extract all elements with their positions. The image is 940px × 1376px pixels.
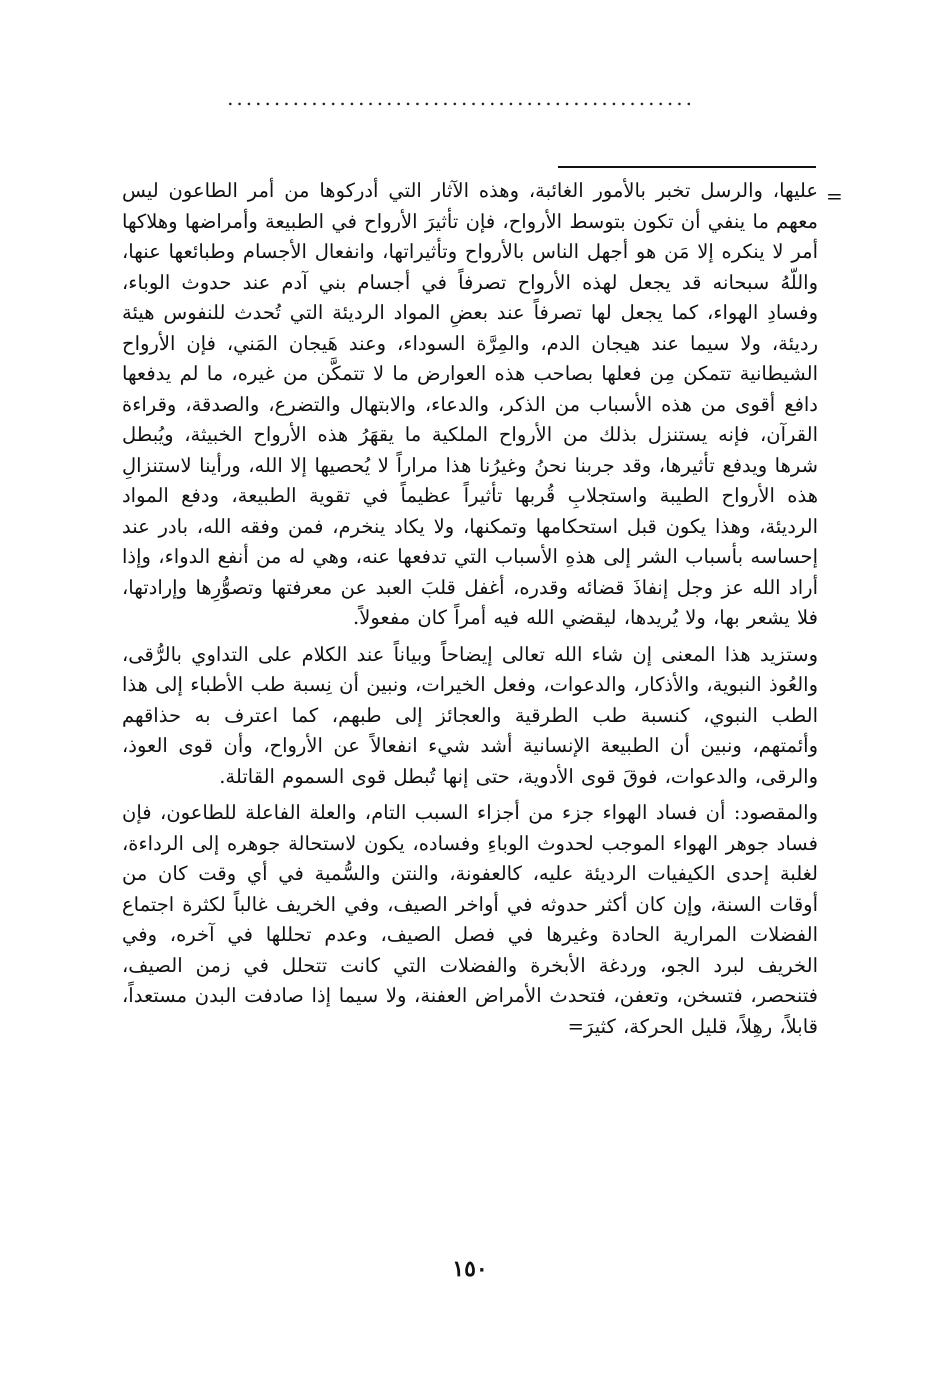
paragraph-1: عليها، والرسل تخبر بالأمور الغائبة، وهذه الآثار التي أدركوها من أمر الطاعون ليس معهم ما ينفي أن تكون بتوسط الأرواح، فإن تأثيرَ الأرواح في الطبيعة وأمراضها وهلاكها أمر لا ينكره إلا مَن هو أجهل الناس بالأرواح وتأثيراتها، وانفعال الأجسام وطبائعها عنها، واللّهُ سبحانه قد يجعل لهذه الأرواح تصرفاً في أجسام بني آدم عند حدوث الوباء، وفسادِ الهواء، كما يجعل لها تصرفاً عند بعضِ المواد الرديئة التي تُحدث للنفوس هيئة رديئة، ولا سيما عند هيجان الدم، والمِرَّة السوداء، وعند هَيجان المَني، فإن الأرواح الشيطانية تتمكن مِن فعلها بصاحب هذه العوارض ما لا تتمكَّن من غيره، ما لم يدفعها دافع أقوى من هذه الأسباب من الذكر، والدعاء، والابتهال والتضرع، والصدقة، وقراءة القرآن، فإنه يستنزل بذلك من الأرواح الملكية ما يقهَرُ هذه الأرواح الخبيثة، ويُبطل شرها ويدفع تأثيرها، وقد جربنا نحنُ وغيرُنا هذا مراراً لا يُحصيها إلا الله، ورأينا لاستنزالِ هذه الأرواح الطيبة واستجلابِ قُربها تأثيراً عظيماً في تقوية الطبيعة، ودفع المواد الرديئة، وهذا يكون قبل استحكامها وتمكنها، ولا يكاد ينخرم، فمن وفقه الله، بادر عند إحساسه بأسباب الشر إلى هذهِ الأسباب التي تدفعها عنه، وهي له من أنفع الدواء، وإذا أراد الله عز وجل إنفاذَ قضائه وقدره، أغفل قلبَ العبد عن معرفتها وتصوُّرِها وإرادتها، فلا يشعر بها، ولا يُريدها، ليقضي الله فيه أمراً كان مفعولاً. — [122, 179, 818, 629]
paragraph-3: والمقصود: أن فساد الهواء جزء من أجزاء السبب التام، والعلة الفاعلة للطاعون، فإن فساد جوهر الهواء الموجب لحدوث الوباءِ وفساده، يكون لاستحالة جوهره إلى الرداءة، لغلبة إحدى الكيفيات الرديئة عليه، كالعفونة، والنتن والسُّمية في أي وقت كان من أوقات السنة، وإن كان أكثر حدوثه في أواخر الصيف، وفي الخريف غالباً لكثرة اجتماع الفضلات المرارية الحادة وغيرها في فصل الصيف، وعدم تحللها في آخره، وفي الخريف لبرد الجو، وردغة الأبخرة والفضلات التي كانت تتحلل في زمن الصيف، فتنحصر، فتسخن، وتعفن، فتحدث الأمراض العفنة، ولا سيما إذا صادفت البدن مستعداً، قابلاً، رهِلاً، قليل الحركة، كثيرَ= — [122, 801, 818, 1038]
top-dotted-ornament: .................................................. — [227, 86, 695, 110]
page-number: ١٥٠ — [452, 1256, 488, 1282]
paragraph-2: وستزيد هذا المعنى إن شاء الله تعالى إيضاحاً وبياناً عند الكلام على التداوي بالرُّقى، والعُوذ النبوية، والأذكار، والدعوات، وفعل الخيرات، ونبين أن نِسبة طب الأطباء إلى هذا الطب النبوي، كنسبة طب الطرقية والعجائز إلى طبهم، كما اعترف به حذاقهم وأئمتهم، ونبين أن الطبيعة الإنسانية أشد شيء انفعالاً عن الأرواح، وأن قوى العوذ، والرقى، والدعوات، فوقَ قوى الأدوية، حتى إنها تُبطل قوى السموم القاتلة. — [122, 642, 819, 788]
footnote-rule — [558, 166, 816, 168]
footnote-text-body — [122, 176, 818, 1048]
continuation-mark: = — [826, 184, 843, 208]
